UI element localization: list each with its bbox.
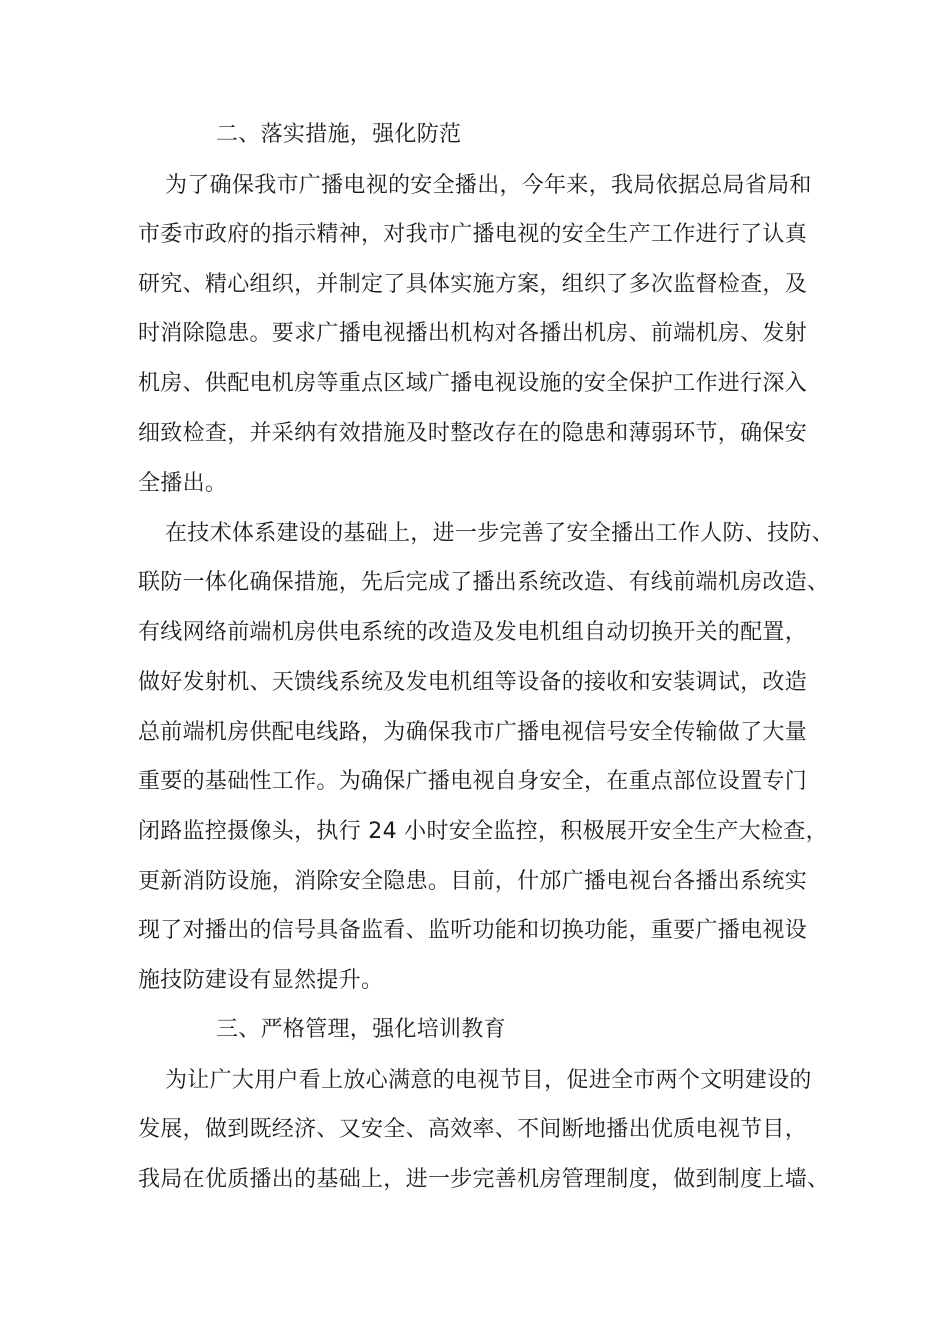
paragraph-line: 更新消防设施，消除安全隐患。目前，什邡广播电视台各播出系统实: [138, 869, 808, 894]
paragraph-line: 为让广大用户看上放心满意的电视节目，促进全市两个文明建设的: [165, 1068, 812, 1093]
section-heading: 三、严格管理，强化培训教育: [216, 1017, 506, 1042]
paragraph-line: 重要的基础性工作。为确保广播电视自身安全，在重点部位设置专门: [138, 769, 808, 794]
paragraph-line: 细致检查，并采纳有效措施及时整改存在的隐患和薄弱环节，确保安: [138, 421, 808, 446]
paragraph-line: 做好发射机、天馈线系统及发电机组等设备的接收和安装调试，改造: [138, 670, 808, 695]
paragraph-line: 总前端机房供配电线路，为确保我市广播电视信号安全传输做了大量: [138, 720, 808, 745]
paragraph-line: 在技术体系建设的基础上，进一步完善了安全播出工作人防、技防、: [165, 521, 835, 546]
paragraph-line: 时消除隐患。要求广播电视播出机构对各播出机房、前端机房、发射: [138, 321, 808, 346]
paragraph-line: 联防一体化确保措施，先后完成了播出系统改造、有线前端机房改造、: [138, 570, 830, 595]
paragraph-line: 施技防建设有显然提升。: [138, 968, 384, 993]
paragraph-line: 全播出。: [138, 471, 228, 496]
paragraph-line: 机房、供配电机房等重点区域广播电视设施的安全保护工作进行深入: [138, 371, 808, 396]
paragraph-line: 研究、精心组织，并制定了具体实施方案，组织了多次监督检查，及: [138, 272, 808, 297]
paragraph-line: 闭路监控摄像头，执行 24 小时安全监控，积极展开安全生产大检查，: [138, 819, 828, 844]
paragraph-line: 有线网络前端机房供电系统的改造及发电机组自动切换开关的配置，: [138, 620, 808, 645]
section-heading: 二、落实措施，强化防范: [216, 122, 462, 147]
paragraph-line: 为了确保我市广播电视的安全播出，今年来，我局依据总局省局和: [165, 173, 812, 198]
paragraph-line: 我局在优质播出的基础上，进一步完善机房管理制度，做到制度上墙、: [138, 1167, 830, 1192]
paragraph-line: 发展，做到既经济、又安全、高效率、不间断地播出优质电视节目，: [138, 1117, 808, 1142]
paragraph-line: 市委市政府的指示精神，对我市广播电视的安全生产工作进行了认真: [138, 222, 808, 247]
paragraph-line: 现了对播出的信号具备监看、监听功能和切换功能，重要广播电视设: [138, 918, 808, 943]
